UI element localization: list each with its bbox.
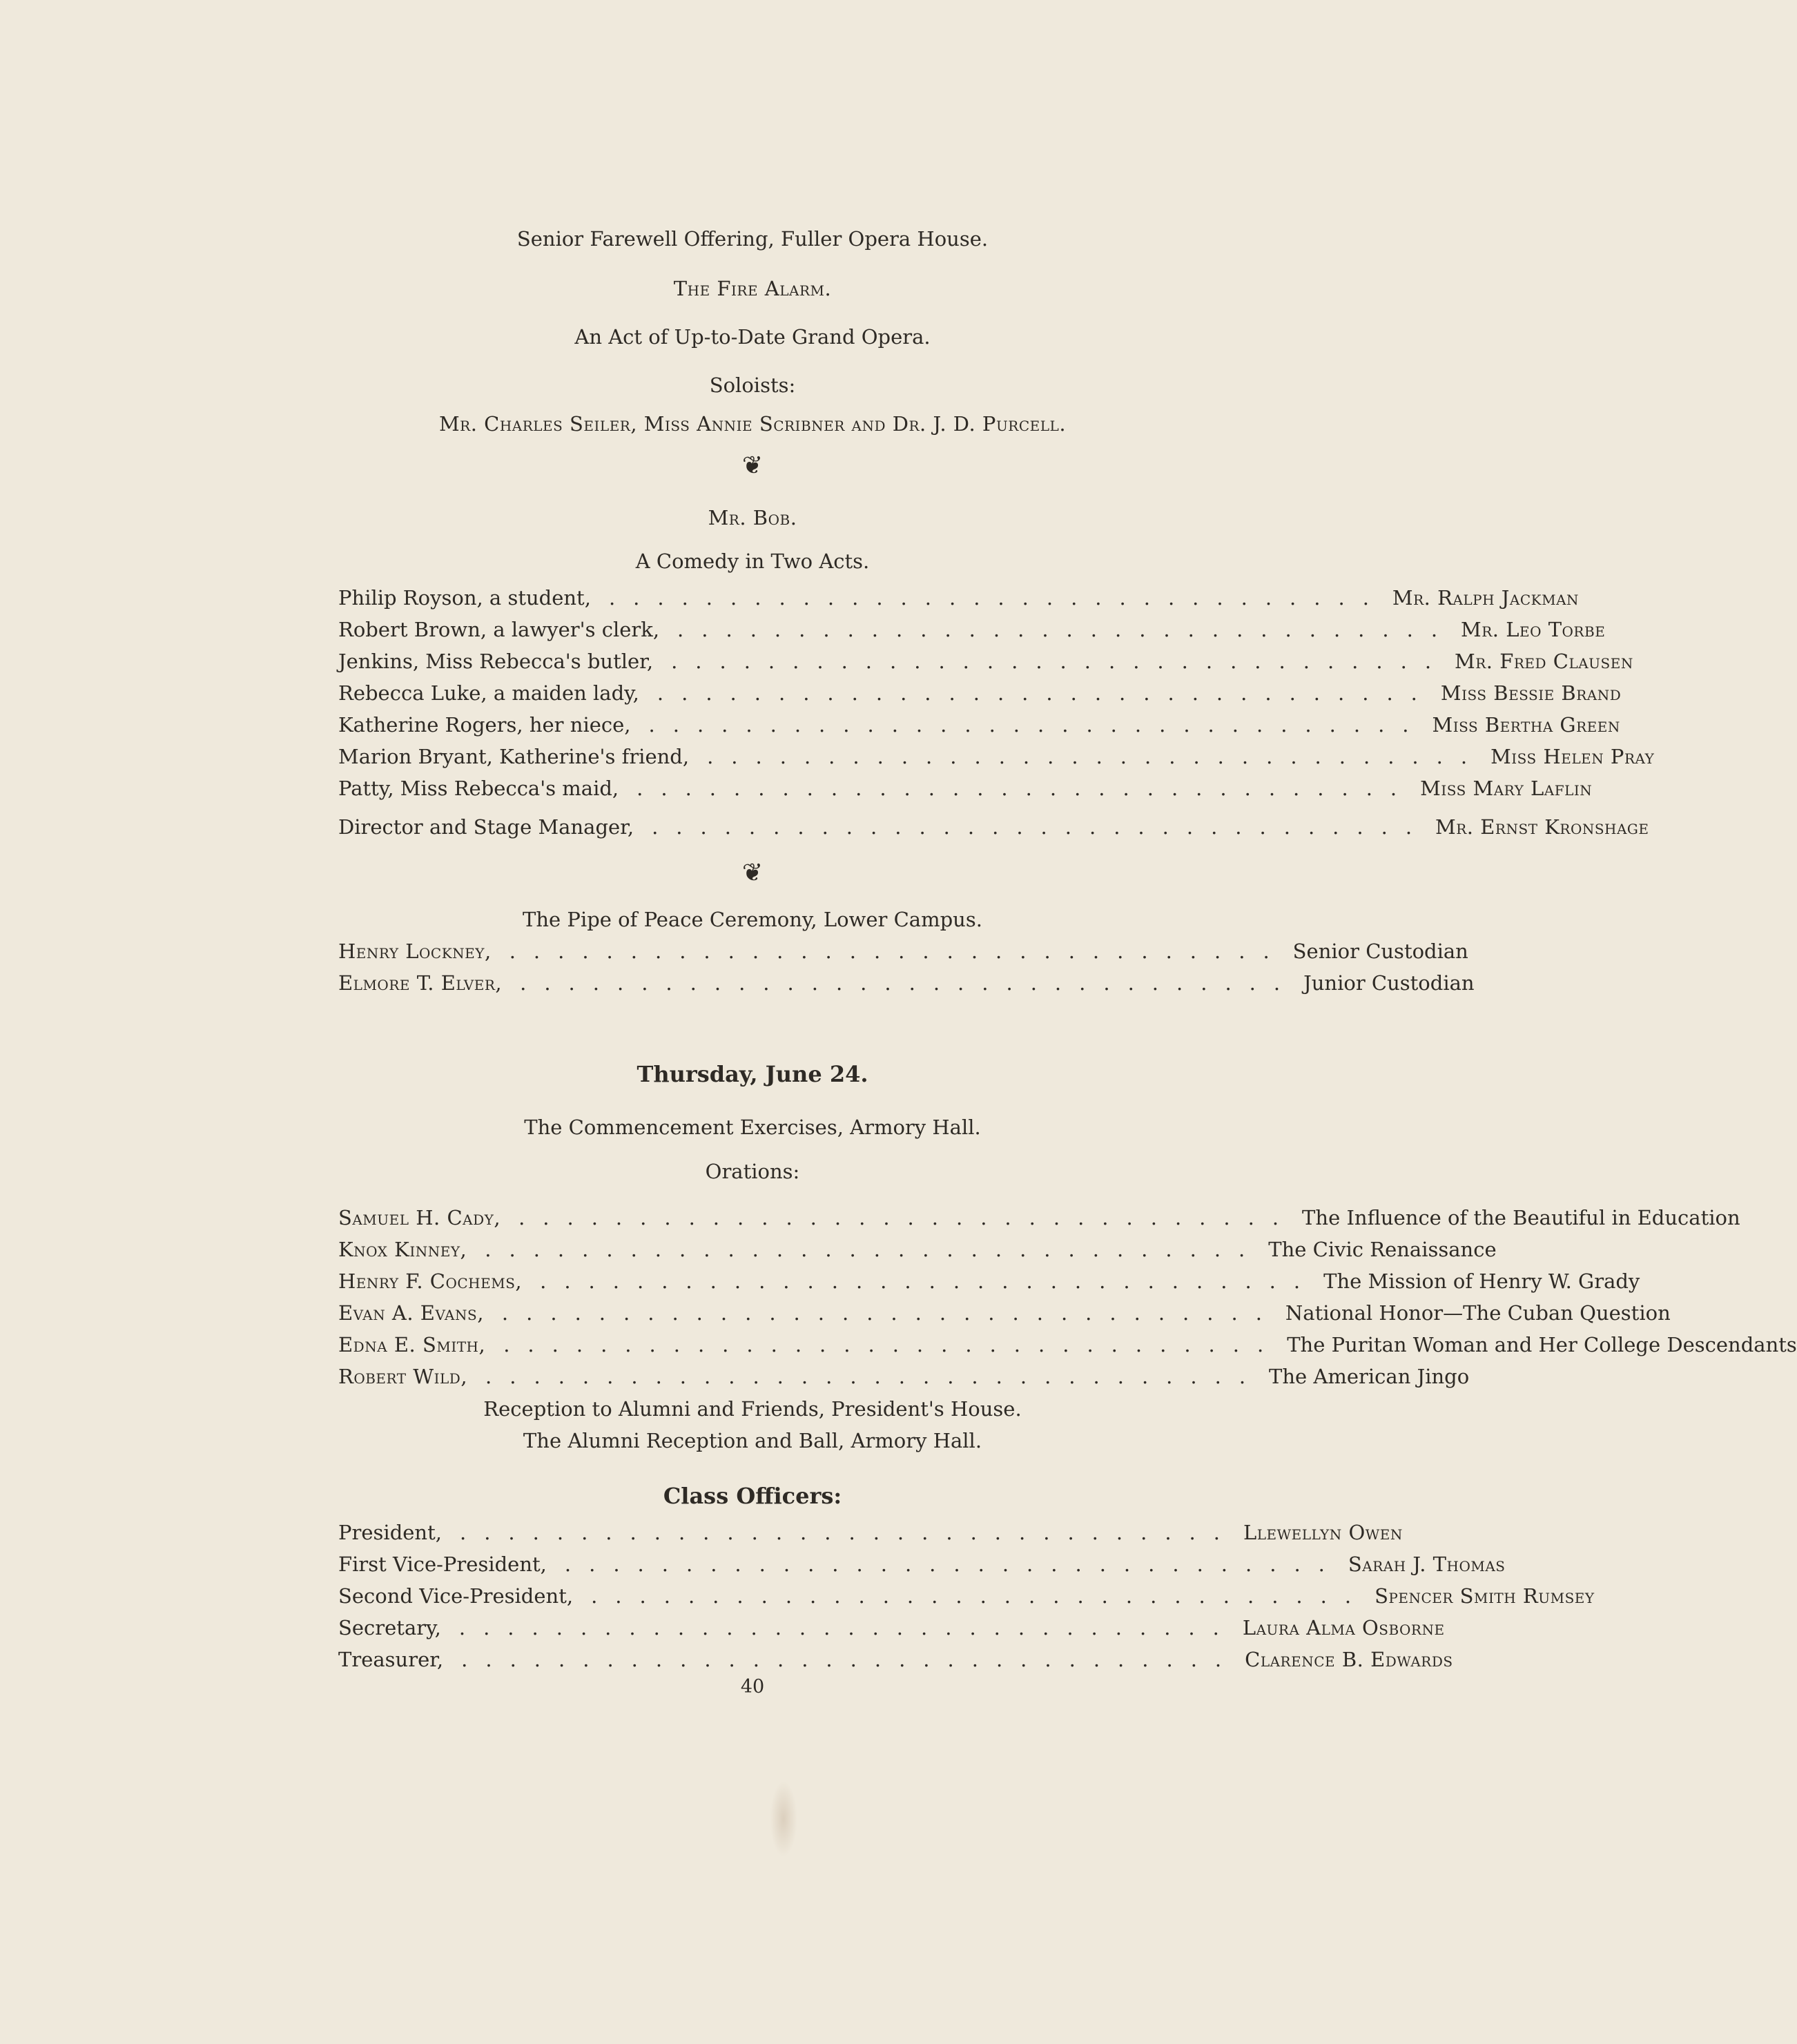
alumni-reception: Reception to Alumni and Friends, President's House. [483,1397,1022,1421]
cast-row [338,648,1633,675]
fire-alarm-title: The Fire Alarm. [673,277,832,300]
cast-role: Robert Brown, a lawyer's clerk, [338,618,660,641]
dot-leader: ................................ [458,1616,1237,1639]
cast-actor: Miss Bessie Brand [1440,681,1622,705]
dot-leader: ................................ [540,1269,1319,1293]
dot-leader: ................................ [485,1238,1263,1261]
cast-actor: Mr. Fred Clausen [1455,650,1633,673]
custodian-name: Elmore T. Elver, [338,971,503,995]
dot-leader: ................................ [509,940,1288,963]
floral-ornament-icon: ❦ [741,451,764,480]
opera-description: An Act of Up-to-Date Grand Opera. [574,325,931,349]
director-name: Mr. Ernst Kronshage [1435,815,1649,839]
dot-leader: ................................ [461,1648,1240,1671]
custodian-role: Senior Custodian [1292,940,1468,963]
officer-row [338,1582,1595,1610]
officer-name: Llewellyn Owen [1243,1521,1403,1544]
dot-leader: ................................ [591,1584,1370,1608]
cast-actor: Miss Mary Laflin [1420,777,1593,800]
director-row [338,813,1649,841]
oration-title: National Honor—The Cuban Question [1285,1301,1671,1325]
oration-row [338,1236,1497,1263]
cast-actor: Mr. Ralph Jackman [1392,586,1580,610]
officer-name: Sarah J. Thomas [1348,1553,1506,1576]
cast-role: Marion Bryant, Katherine's friend, [338,745,690,768]
oration-title: The Influence of the Beautiful in Education [1302,1206,1740,1229]
oration-speaker: Evan A. Evans, [338,1301,484,1325]
cast-actor: Miss Bertha Green [1432,713,1620,737]
cast-row [338,584,1580,612]
class-officers-heading: Class Officers: [663,1483,842,1509]
custodian-name: Henry Lockney, [338,940,492,963]
cast-role: Katherine Rogers, her niece, [338,713,631,737]
soloists-names: Mr. Charles Seiler, Miss Annie Scribner and Dr. J. D. Purcell. [438,412,1067,436]
dot-leader: ................................ [608,586,1387,610]
comedy-title: Mr. Bob. [708,506,797,529]
officer-row [338,1614,1445,1642]
officer-row [338,1550,1506,1578]
cast-row [338,743,1655,770]
dot-leader: ................................ [671,650,1450,673]
dot-leader: ................................ [485,1365,1264,1388]
cast-actor: Mr. Leo Torbe [1461,618,1606,641]
cast-role: Patty, Miss Rebecca's maid, [338,777,619,800]
dot-leader: ................................ [657,681,1435,705]
officer-title: First Vice-President, [338,1553,547,1576]
paper-stain [770,1781,797,1857]
custodian-role: Junior Custodian [1303,971,1475,995]
dot-leader: ................................ [459,1521,1238,1544]
officer-title: Second Vice-President, [338,1584,574,1608]
oration-speaker: Henry F. Cochems, [338,1269,523,1293]
oration-row [338,1331,1797,1359]
thursday-heading: Thursday, June 24. [637,1061,868,1087]
cast-row [338,711,1620,739]
cast-role: Jenkins, Miss Rebecca's butler, [338,650,654,673]
officer-name: Laura Alma Osborne [1242,1616,1445,1639]
cast-role: Rebecca Luke, a maiden lady, [338,681,639,705]
dot-leader: ................................ [520,971,1299,995]
director-role: Director and Stage Manager, [338,815,634,839]
officer-title: President, [338,1521,442,1544]
dot-leader: ................................ [652,815,1430,839]
oration-speaker: Samuel H. Cady, [338,1206,501,1229]
oration-speaker: Robert Wild, [338,1365,468,1388]
dot-leader: ................................ [518,1206,1297,1229]
cast-row [338,775,1593,802]
farewell-venue: Senior Farewell Offering, Fuller Opera House. [516,227,989,251]
dot-leader: ................................ [648,713,1427,737]
oration-row [338,1267,1640,1295]
dot-leader: ................................ [501,1301,1280,1325]
officer-title: Treasurer, [338,1648,444,1671]
oration-title: The Civic Renaissance [1268,1238,1497,1261]
officer-name: Spencer Smith Rumsey [1375,1584,1595,1608]
dot-leader: ................................ [564,1553,1343,1576]
officer-row [338,1519,1403,1546]
page-number: 40 [740,1676,765,1697]
soloists-label: Soloists: [709,373,796,397]
comedy-subtitle: A Comedy in Two Acts. [635,549,870,573]
officer-title: Secretary, [338,1616,441,1639]
oration-row [338,1363,1470,1390]
oration-row [338,1204,1740,1232]
commencement-exercises: The Commencement Exercises, Armory Hall. [524,1116,981,1139]
cast-actor: Miss Helen Pray [1490,745,1655,768]
alumni-ball: The Alumni Reception and Ball, Armory Hall. [523,1429,982,1452]
floral-ornament-icon: ❦ [741,859,764,887]
cast-row [338,616,1606,643]
oration-speaker: Edna E. Smith, [338,1333,486,1356]
oration-row [338,1299,1671,1327]
cast-row [338,679,1622,707]
custodian-row [338,937,1468,965]
cast-role: Philip Royson, a student, [338,586,591,610]
oration-speaker: Knox Kinney, [338,1238,467,1261]
oration-title: The American Jingo [1269,1365,1470,1388]
dot-leader: ................................ [637,777,1415,800]
dot-leader: ................................ [707,745,1486,768]
oration-title: The Mission of Henry W. Grady [1323,1269,1640,1293]
pipe-of-peace-title: The Pipe of Peace Ceremony, Lower Campus. [523,908,982,931]
officer-name: Clarence B. Edwards [1245,1648,1453,1671]
officer-row [338,1646,1453,1673]
orations-label: Orations: [705,1160,800,1183]
oration-title: The Puritan Woman and Her College Descendants [1287,1333,1797,1356]
dot-leader: ................................ [503,1333,1282,1356]
dot-leader: ................................ [677,618,1456,641]
custodian-row [338,969,1475,997]
